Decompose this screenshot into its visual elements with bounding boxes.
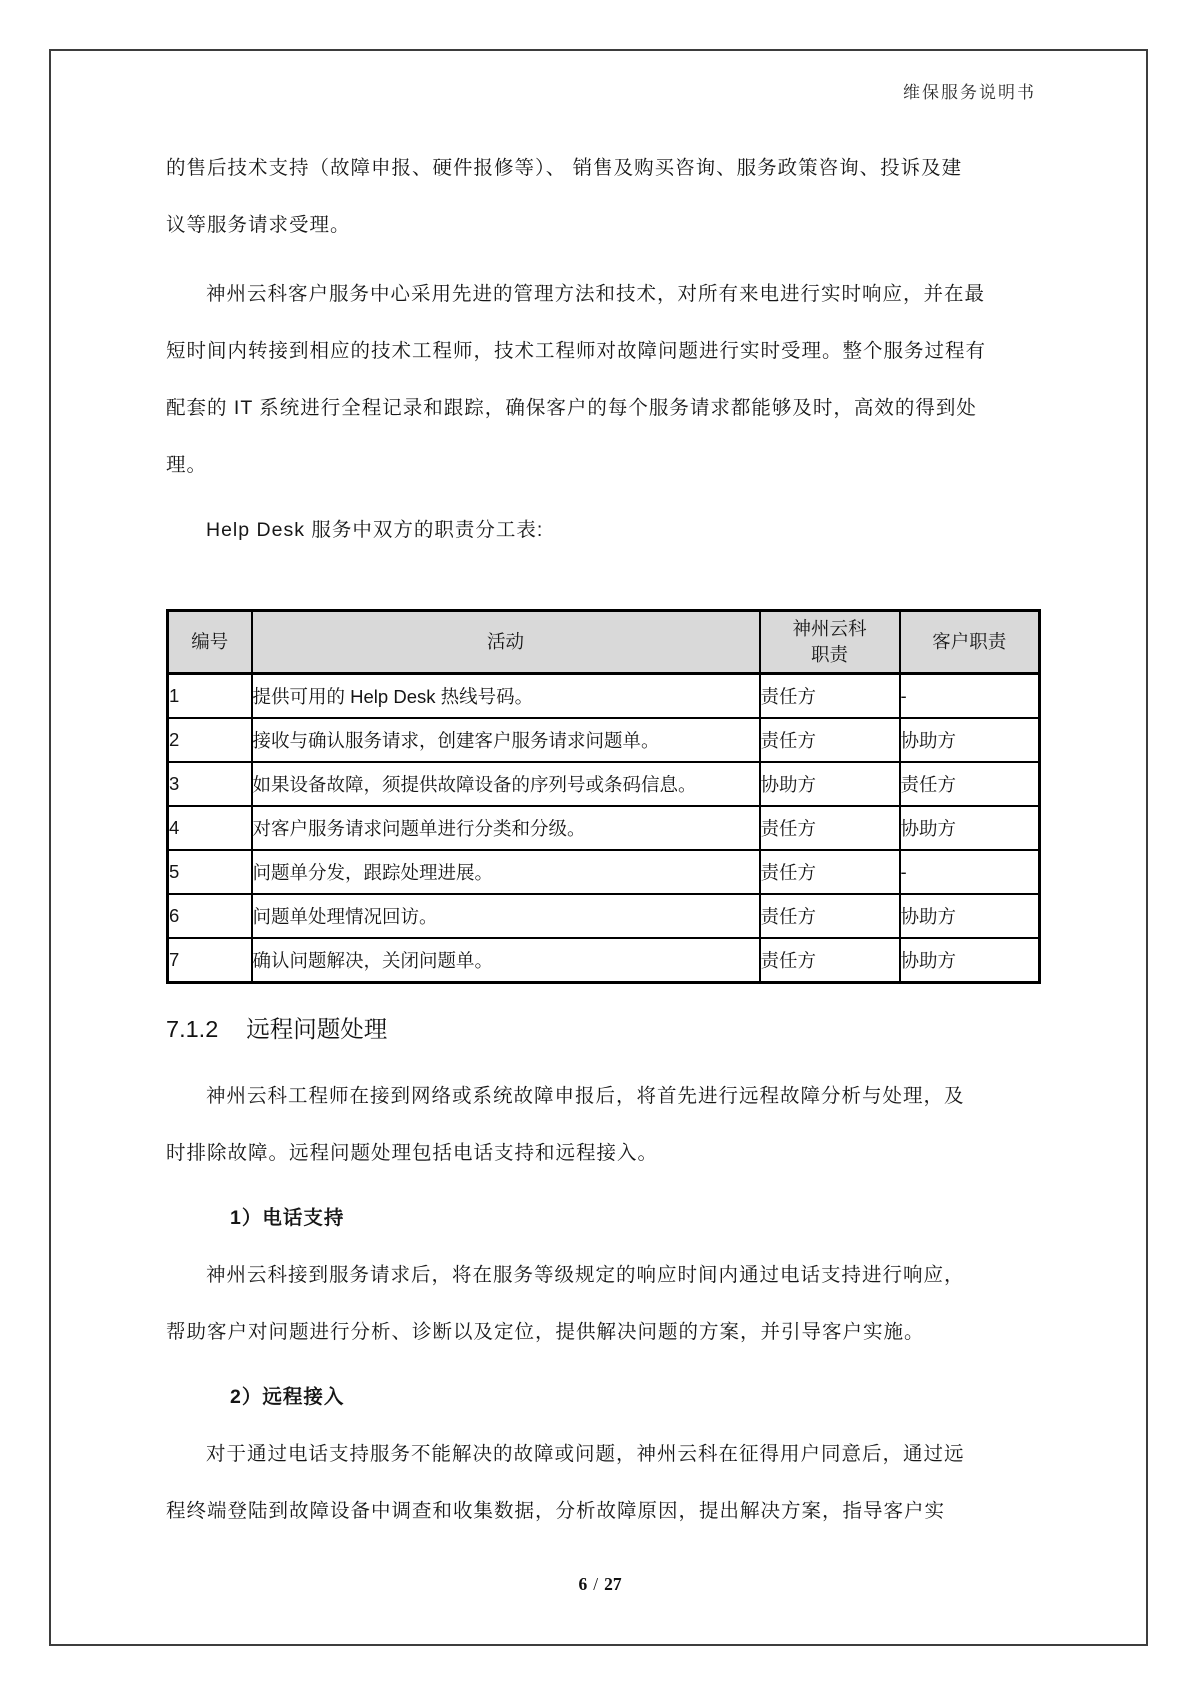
paragraph-remote-handling: [166, 1068, 1038, 1182]
paragraph-line: 议等服务请求受理。: [166, 214, 351, 236]
responsibilities-table: [166, 609, 1041, 984]
current-page-number: 6: [578, 1574, 588, 1594]
paragraph-continuation: [166, 140, 1038, 254]
paragraph-line: 程终端登陆到故障设备中调查和收集数据，分析故障原因，提出解决方案，指导客户实: [166, 1500, 946, 1522]
table-row: [168, 938, 1040, 983]
section-heading-7-1-2: [166, 1006, 1038, 1052]
table-row: [168, 674, 1040, 719]
paragraph-line: 帮助客户对问题进行分析、诊断以及定位，提供解决问题的方案，并引导客户实施。: [166, 1321, 925, 1343]
activity-cell: 对客户服务请求问题单进行分类和分级。: [252, 806, 760, 850]
paragraph-service-center: [166, 266, 1038, 494]
customer-role-cell: -: [900, 850, 1040, 894]
table-row: [168, 718, 1040, 762]
page-number-footer: [0, 1574, 1200, 1595]
customer-role-cell: 协助方: [900, 806, 1040, 850]
page-separator: /: [593, 1574, 599, 1594]
paragraph-line: 对于通过电话支持服务不能解决的故障或问题，神州云科在征得用户同意后，通过远: [206, 1443, 965, 1465]
paragraph-line: 神州云科工程师在接到网络或系统故障申报后，将首先进行远程故障分析与处理，及: [206, 1085, 965, 1107]
table-row: [168, 762, 1040, 806]
activity-cell: 接收与确认服务请求，创建客户服务请求问题单。: [252, 718, 760, 762]
paragraph-line: 理。: [166, 454, 208, 476]
customer-role-cell: 协助方: [900, 894, 1040, 938]
activity-cell: 如果设备故障，须提供故障设备的序列号或条码信息。: [252, 762, 760, 806]
paragraph-line: 神州云科客户服务中心采用先进的管理方法和技术，对所有来电进行实时响应，并在最: [206, 283, 986, 305]
activity-cell: 问题单分发，跟踪处理进展。: [252, 850, 760, 894]
total-page-count: 27: [604, 1574, 622, 1594]
row-number-cell: 5: [168, 850, 252, 894]
vendor-role-cell: 责任方: [760, 850, 900, 894]
paragraph-line: 短时间内转接到相应的技术工程师，技术工程师对故障问题进行实时受理。整个服务过程有: [166, 340, 987, 362]
header-activity: 活动: [252, 611, 760, 674]
activity-cell: 提供可用的 Help Desk 热线号码。: [252, 674, 760, 719]
vendor-role-cell: 责任方: [760, 674, 900, 719]
paragraph-remote-access: [166, 1426, 1038, 1540]
header-vendor-role-line1: 神州云科: [792, 618, 867, 639]
row-number-cell: 2: [168, 718, 252, 762]
row-number-cell: 6: [168, 894, 252, 938]
subheading-remote-access: 2）远程接入: [230, 1386, 345, 1408]
paragraph-line: 时排除故障。远程问题处理包括电话支持和远程接入。: [166, 1142, 659, 1164]
customer-role-cell: 协助方: [900, 938, 1040, 983]
row-number-cell: 7: [168, 938, 252, 983]
vendor-role-cell: 协助方: [760, 762, 900, 806]
table-row: [168, 894, 1040, 938]
table-row: [168, 806, 1040, 850]
vendor-role-cell: 责任方: [760, 938, 900, 983]
row-number-cell: 4: [168, 806, 252, 850]
table-caption: [166, 502, 1038, 559]
customer-role-cell: 协助方: [900, 718, 1040, 762]
subheading-phone-support: 1）电话支持: [230, 1207, 345, 1229]
header-number: 编号: [168, 611, 252, 674]
customer-role-cell: -: [900, 674, 1040, 719]
row-number-cell: 3: [168, 762, 252, 806]
row-number-cell: 1: [168, 674, 252, 719]
section-number: 7.1.2: [166, 1016, 219, 1042]
customer-role-cell: 责任方: [900, 762, 1040, 806]
paragraph-line: 的售后技术支持（故障申报、硬件报修等）、 销售及购买咨询、服务政策咨询、投诉及建: [166, 157, 963, 179]
table-row: [168, 850, 1040, 894]
header-vendor-role: [760, 611, 900, 674]
vendor-role-cell: 责任方: [760, 806, 900, 850]
header-customer-role: 客户职责: [900, 611, 1040, 674]
activity-cell: 确认问题解决，关闭问题单。: [252, 938, 760, 983]
running-header: 维保服务说明书: [903, 83, 1036, 102]
paragraph-line: Help Desk 服务中双方的职责分工表:: [206, 519, 544, 541]
paragraph-line: 神州云科接到服务请求后，将在服务等级规定的响应时间内通过电话支持进行响应，: [206, 1264, 965, 1286]
table-header-row: [168, 611, 1040, 674]
vendor-role-cell: 责任方: [760, 718, 900, 762]
paragraph-line: 配套的 IT 系统进行全程记录和跟踪，确保客户的每个服务请求都能够及时，高效的得到处: [166, 397, 977, 419]
document-content: [166, 0, 1038, 1540]
activity-cell: 问题单处理情况回访。: [252, 894, 760, 938]
vendor-role-cell: 责任方: [760, 894, 900, 938]
paragraph-phone-support: [166, 1247, 1038, 1361]
header-vendor-role-line2: 职责: [810, 644, 848, 665]
section-title: 远程问题处理: [246, 1016, 388, 1042]
